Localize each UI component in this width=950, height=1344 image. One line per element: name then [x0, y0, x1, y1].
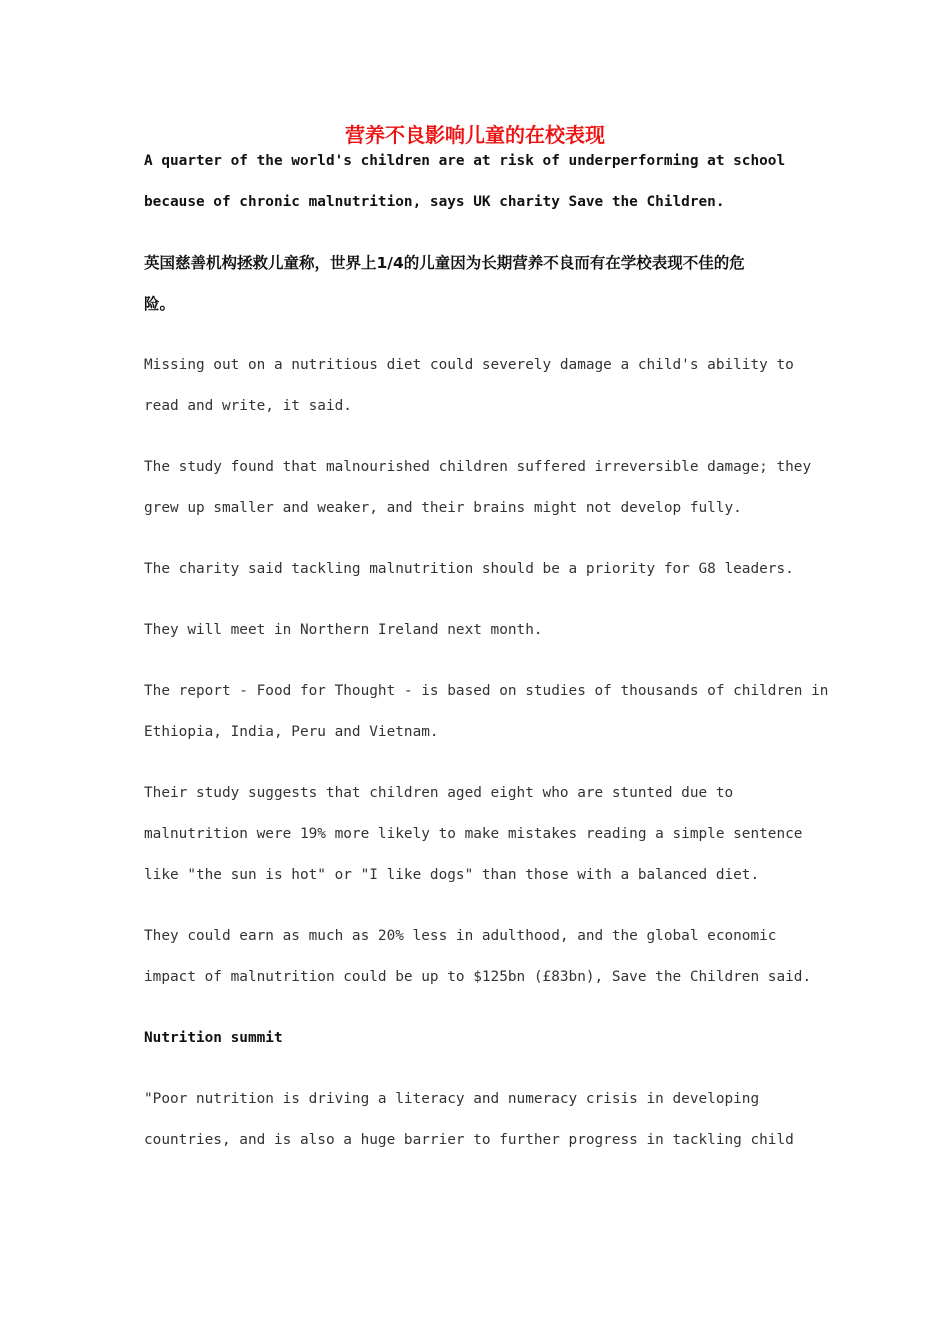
intro-line-1: A quarter of the world's children are at risk of underperforming at school — [144, 153, 786, 169]
paragraph-line: malnutrition were 19% more likely to make mistakes reading a simple sentence — [144, 826, 803, 842]
paragraph-line: The study found that malnourished children suffered irreversible damage; they — [144, 459, 812, 475]
document-title: 营养不良影响儿童的在校表现 — [345, 123, 605, 147]
chinese-summary-line-1: 英国慈善机构拯救儿童称，世界上1/4的儿童因为长期营养不良而有在学校表现不佳的危 — [144, 254, 745, 272]
paragraph-line: impact of malnutrition could be up to $125bn (£83bn), Save the Children said. — [144, 969, 812, 985]
chinese-summary-line-2: 险。 — [144, 295, 176, 313]
paragraph-line: They could earn as much as 20% less in adulthood, and the global economic — [144, 928, 777, 944]
paragraph-line: "Poor nutrition is driving a literacy and numeracy crisis in developing — [144, 1091, 760, 1107]
paragraph-line: The charity said tackling malnutrition should be a priority for G8 leaders. — [144, 561, 794, 577]
paragraph-line: grew up smaller and weaker, and their brains might not develop fully. — [144, 500, 742, 516]
paragraph-line: read and write, it said. — [144, 398, 352, 414]
paragraph-line: Ethiopia, India, Peru and Vietnam. — [144, 724, 439, 740]
paragraph-line: The report - Food for Thought - is based on studies of thousands of children in — [144, 683, 829, 699]
paragraph-line: They will meet in Northern Ireland next month. — [144, 622, 543, 638]
paragraph-line: Their study suggests that children aged eight who are stunted due to — [144, 785, 734, 801]
intro-line-2: because of chronic malnutrition, says UK charity Save the Children. — [144, 194, 725, 210]
section-heading: Nutrition summit — [144, 1030, 283, 1046]
paragraph-line: like "the sun is hot" or "I like dogs" than those with a balanced diet. — [144, 867, 760, 883]
paragraph-line: countries, and is also a huge barrier to further progress in tackling child — [144, 1132, 794, 1148]
paragraph-line: Missing out on a nutritious diet could severely damage a child's ability to — [144, 357, 794, 373]
